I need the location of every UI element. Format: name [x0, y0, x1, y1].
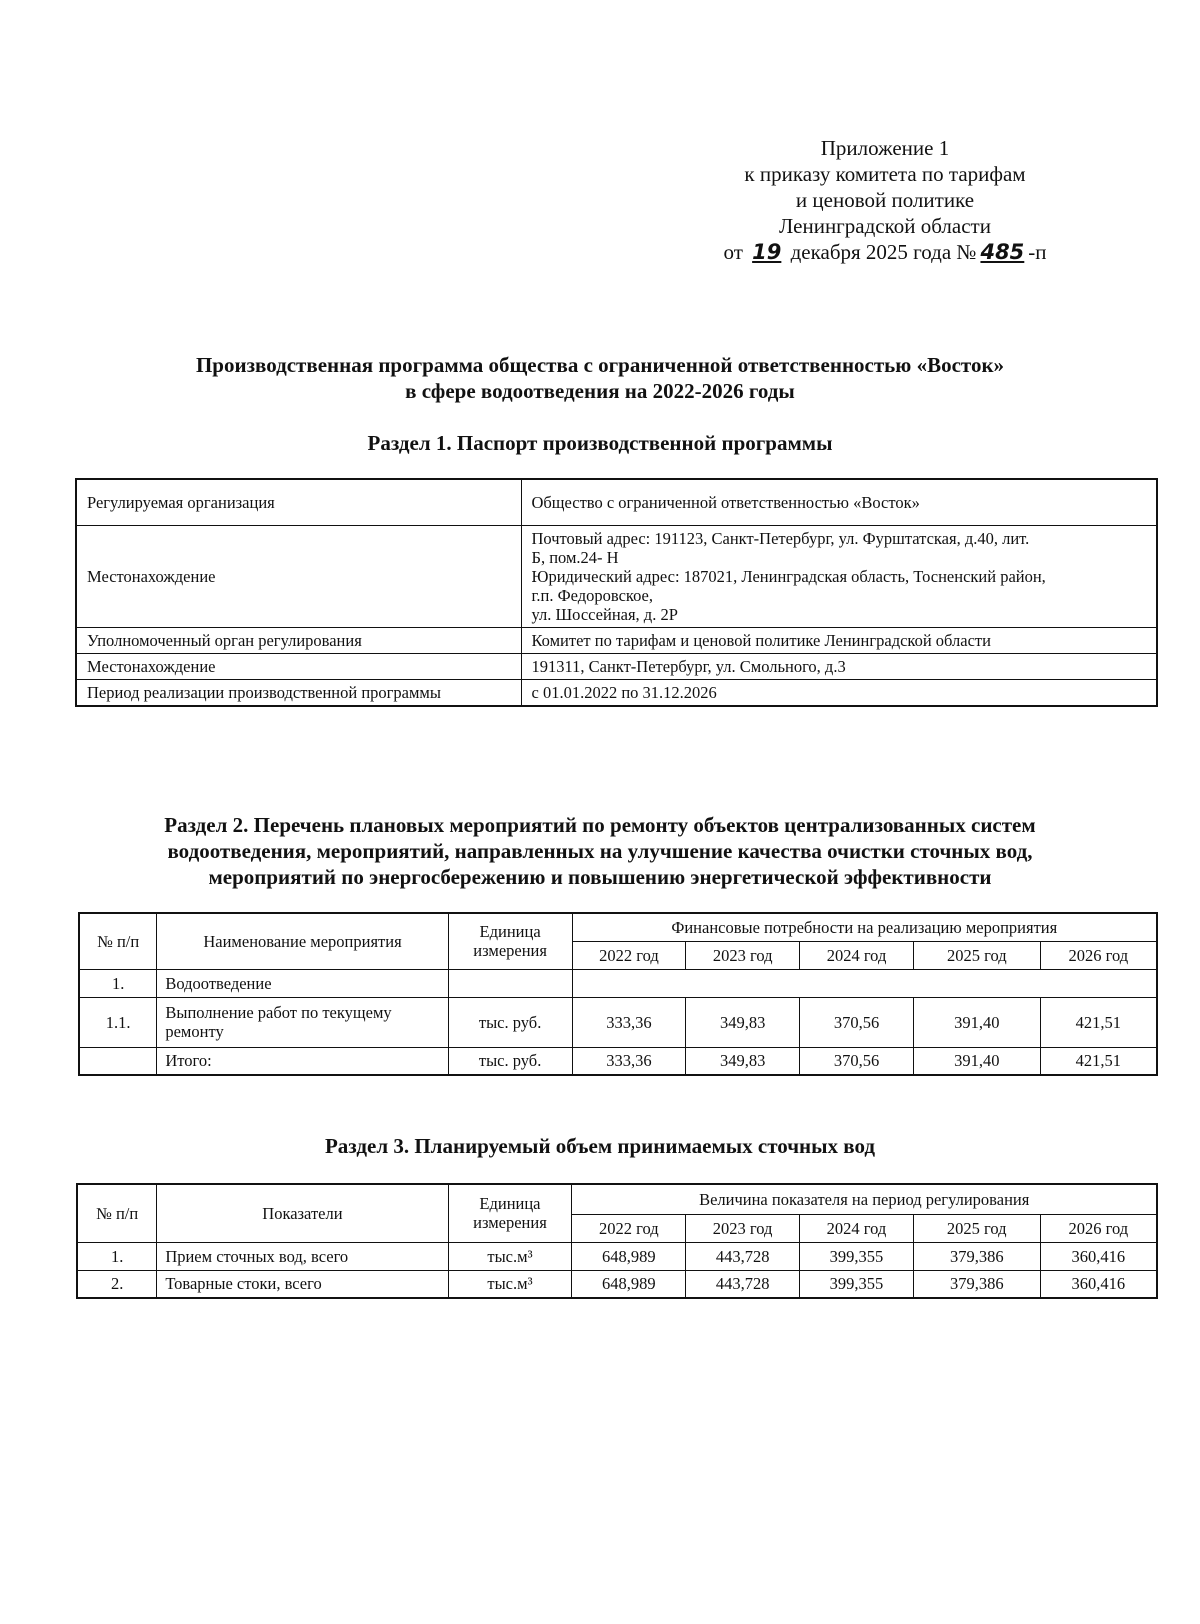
passport-label: Уполномоченный орган регулирования: [76, 627, 521, 653]
cell-num: [79, 1047, 157, 1075]
cell-num: 1.: [79, 969, 157, 997]
cell-value: 379,386: [913, 1270, 1040, 1298]
appendix-line: Приложение 1: [820, 136, 950, 160]
document-title-line: в сфере водоотведения на 2022-2026 годы: [405, 379, 795, 403]
appendix-header: [690, 135, 1080, 265]
value-line: Юридический адрес: 187021, Ленинградская область, Тосненский район,: [531, 566, 1046, 586]
cell-name: Выполнение работ по текущему ремонту: [157, 997, 448, 1047]
table-row: [76, 627, 1157, 653]
cell-value: 360,416: [1040, 1242, 1157, 1270]
cell-value: 370,56: [800, 1047, 914, 1075]
handwritten-day: 19: [752, 240, 782, 264]
cell-num: 1.: [77, 1242, 157, 1270]
table-row: [77, 1242, 1157, 1270]
cell-value: 443,728: [686, 1242, 800, 1270]
col-header-year: 2025 год: [913, 1214, 1040, 1242]
cell-name: Итого:: [157, 1047, 448, 1075]
cell-value: 349,83: [686, 997, 800, 1047]
cell-unit: тыс.м³: [448, 1270, 572, 1298]
col-header-group: Финансовые потребности на реализацию мероприятия: [572, 913, 1157, 941]
order-date-line: [690, 239, 1080, 265]
cell-value: 399,355: [800, 1242, 914, 1270]
cell-unit: [448, 969, 572, 997]
passport-label: Период реализации производственной программы: [76, 679, 521, 706]
appendix-line: и ценовой политике: [795, 188, 975, 212]
cell-value: 391,40: [913, 1047, 1040, 1075]
section2-heading-line: Раздел 2. Перечень плановых мероприятий по ремонту объектов централизованных систем: [164, 813, 1036, 837]
passport-value: [521, 627, 1157, 653]
table-row: [76, 653, 1157, 679]
table-row: [79, 1047, 1157, 1075]
col-header-num: № п/п: [77, 1184, 157, 1242]
table-row: [77, 1270, 1157, 1298]
table-header-row: [77, 1184, 1157, 1214]
section2-heading: [60, 812, 1140, 890]
cell-num: 2.: [77, 1270, 157, 1298]
col-header-num: № п/п: [79, 913, 157, 969]
cell-unit: тыс. руб.: [448, 1047, 572, 1075]
section2-heading-line: водоотведения, мероприятий, направленных на улучшение качества очистки сточных вод,: [167, 839, 1033, 863]
document-title: [60, 352, 1140, 404]
col-header-year: 2024 год: [800, 1214, 914, 1242]
cell-value: 421,51: [1040, 997, 1157, 1047]
cell-num: 1.1.: [79, 997, 157, 1047]
col-header-year: 2022 год: [572, 941, 686, 969]
handwritten-order-number: 485: [980, 240, 1025, 264]
activities-table: [78, 912, 1158, 1076]
order-number-suffix: -п: [1028, 240, 1047, 264]
cell-value: 333,36: [572, 1047, 686, 1075]
section3-heading: Раздел 3. Планируемый объем принимаемых сточных вод: [324, 1134, 876, 1158]
value-line: Б, пом.24- Н: [531, 547, 619, 567]
col-header-unit: Единица измерения: [448, 913, 572, 969]
table-row: [79, 969, 1157, 997]
passport-label: Местонахождение: [76, 525, 521, 627]
document-title-line: Производственная программа общества с ограниченной ответственностью «Восток»: [195, 353, 1005, 377]
appendix-line: к приказу комитета по тарифам: [744, 162, 1026, 186]
cell-value: 370,56: [800, 997, 914, 1047]
cell-value: 360,416: [1040, 1270, 1157, 1298]
table-row: [76, 479, 1157, 525]
cell-value: 648,989: [572, 1242, 686, 1270]
value-line: ул. Шоссейная, д. 2Р: [531, 604, 678, 624]
passport-value: [521, 525, 1157, 627]
appendix-line: Ленинградской области: [779, 214, 991, 238]
cell-name: Товарные стоки, всего: [157, 1270, 448, 1298]
cell-name: Прием сточных вод, всего: [157, 1242, 448, 1270]
value-line: г.п. Федоровское,: [531, 585, 653, 605]
value-line: Общество с ограниченной ответственностью «Восток»: [531, 492, 920, 512]
cell-value: 421,51: [1040, 1047, 1157, 1075]
col-header-year: 2023 год: [686, 1214, 800, 1242]
cell-unit: тыс.м³: [448, 1242, 572, 1270]
col-header-name: Показатели: [157, 1184, 448, 1242]
col-header-group: Величина показателя на период регулирования: [572, 1184, 1157, 1214]
passport-value: [521, 479, 1157, 525]
table-header-row: [79, 913, 1157, 941]
cell-value: 333,36: [572, 997, 686, 1047]
table-row: [76, 679, 1157, 706]
col-header-year: 2022 год: [572, 1214, 686, 1242]
date-prefix: от: [723, 240, 743, 264]
value-line: Комитет по тарифам и ценовой политике Ленинградской области: [531, 630, 991, 650]
col-header-year: 2023 год: [686, 941, 800, 969]
cell-name: Водоотведение: [157, 969, 448, 997]
passport-value: [521, 679, 1157, 706]
col-header-year: 2026 год: [1040, 941, 1157, 969]
wastewater-volume-table: [76, 1183, 1158, 1299]
cell-value: 349,83: [686, 1047, 800, 1075]
table-row: [79, 997, 1157, 1047]
cell-empty: [572, 969, 1157, 997]
cell-value: 648,989: [572, 1270, 686, 1298]
table-row: [76, 525, 1157, 627]
col-header-year: 2024 год: [800, 941, 914, 969]
cell-value: 391,40: [913, 997, 1040, 1047]
date-middle: декабря 2025 года №: [790, 240, 977, 264]
col-header-year: 2025 год: [913, 941, 1040, 969]
passport-value: [521, 653, 1157, 679]
passport-table: [75, 478, 1158, 707]
section2-heading-line: мероприятий по энергосбережению и повышению энергетической эффективности: [208, 865, 992, 889]
cell-value: 379,386: [913, 1242, 1040, 1270]
col-header-year: 2026 год: [1040, 1214, 1157, 1242]
section1-heading: Раздел 1. Паспорт производственной программы: [367, 431, 833, 455]
passport-label: Местонахождение: [76, 653, 521, 679]
value-line: 191311, Санкт-Петербург, ул. Смольного, д.3: [531, 656, 846, 676]
cell-unit: тыс. руб.: [448, 997, 572, 1047]
col-header-name: Наименование мероприятия: [157, 913, 448, 969]
value-line: Почтовый адрес: 191123, Санкт-Петербург, ул. Фурштатская, д.40, лит.: [531, 528, 1030, 548]
value-line: с 01.01.2022 по 31.12.2026: [531, 682, 717, 702]
cell-value: 399,355: [800, 1270, 914, 1298]
cell-value: 443,728: [686, 1270, 800, 1298]
col-header-unit: Единица измерения: [448, 1184, 572, 1242]
passport-label: Регулируемая организация: [76, 479, 521, 525]
